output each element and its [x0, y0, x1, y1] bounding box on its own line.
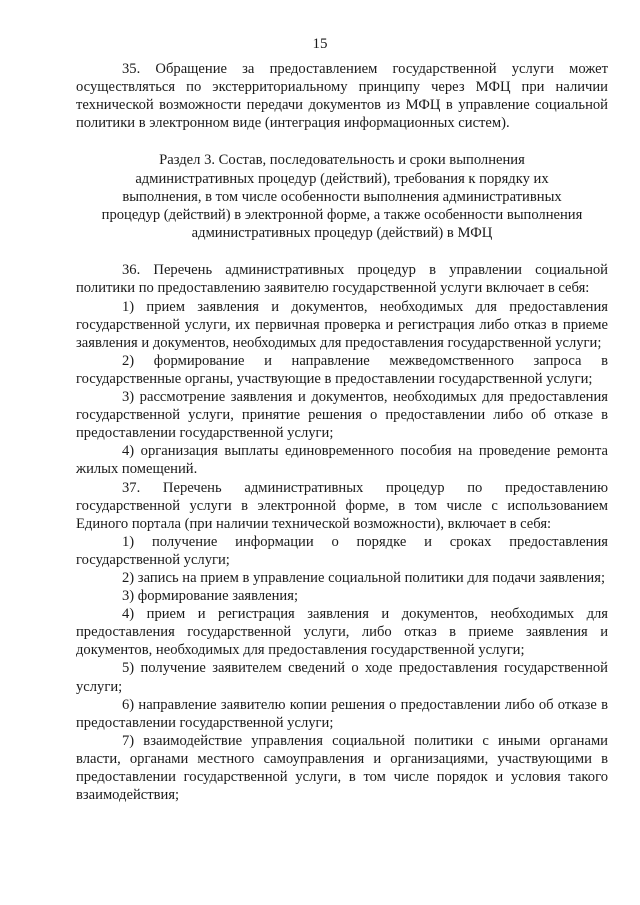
list-item-37-1: 1) получение информации о порядке и сроках предоставления государственной услуги; [76, 533, 608, 568]
paragraph-37: 37. Перечень административных процедур по предоставлению государственной услуги в электронной форме, в том числе с использованием Единого портала (при наличии технической возможности), включает в себя: [76, 479, 608, 532]
page-number: 15 [312, 36, 328, 52]
section-heading: Раздел 3. Состав, последовательность и сроки выполнения административных процедур (действий), требования к порядку их выполнения, в том числе особенности выполнения административных процедур (действий) в электронной форме, а также особенности выполнения административных процедур (действий) в МФЦ [101, 152, 583, 242]
list-item-36-2: 2) формирование и направление межведомственного запроса в государственные органы, участвующие в предоставлении государственной услуги; [76, 352, 608, 387]
list-item-37-7: 7) взаимодействие управления социальной политики с иными органами власти, органами местного самоуправления и организациями, участвующими в предоставлении государственной услуги, в том числе порядок и условия такого взаимодействия; [76, 732, 608, 804]
list-item-37-2: 2) запись на прием в управление социальной политики для подачи заявления; [122, 569, 606, 586]
list-item-37-5: 5) получение заявителем сведений о ходе предоставления государственной услуги; [76, 660, 608, 695]
list-item-36-3: 3) рассмотрение заявления и документов, необходимых для предоставления государственной услуги, принятие решения о предоставлении либо об отказе в предоставлении государственной услуги; [76, 389, 608, 442]
paragraph-35: 35. Обращение за предоставлением государственной услуги может осуществляться по экстерриториальному принципу через МФЦ при наличии технической возможности передачи документов из МФЦ в управление социальной политики в электронном виде (интеграция информационных систем). [76, 61, 608, 132]
list-item-37-6: 6) направление заявителю копии решения о предоставлении либо об отказе в предоставлении государственной услуги; [76, 696, 608, 731]
list-item-37-4: 4) прием и регистрация заявления и документов, необходимых для предоставления государственной услуги, либо отказ в приеме заявления и документов, необходимых для предоставления государственной услуги; [76, 606, 608, 659]
paragraph-36: 36. Перечень административных процедур в управлении социальной политики по предоставлению заявителю государственной услуги включает в себя: [76, 262, 608, 297]
list-item-36-1: 1) прием заявления и документов, необходимых для предоставления государственной услуги, их первичная проверка и регистрация либо отказ в приеме заявления и документов, необходимых для предоставления государственной услуги; [76, 298, 608, 351]
document-body [76, 60, 608, 804]
list-item-36-4: 4) организация выплаты единовременного пособия на проведение ремонта жилых помещений. [76, 443, 608, 478]
list-item-37-3: 3) формирование заявления; [122, 588, 298, 605]
